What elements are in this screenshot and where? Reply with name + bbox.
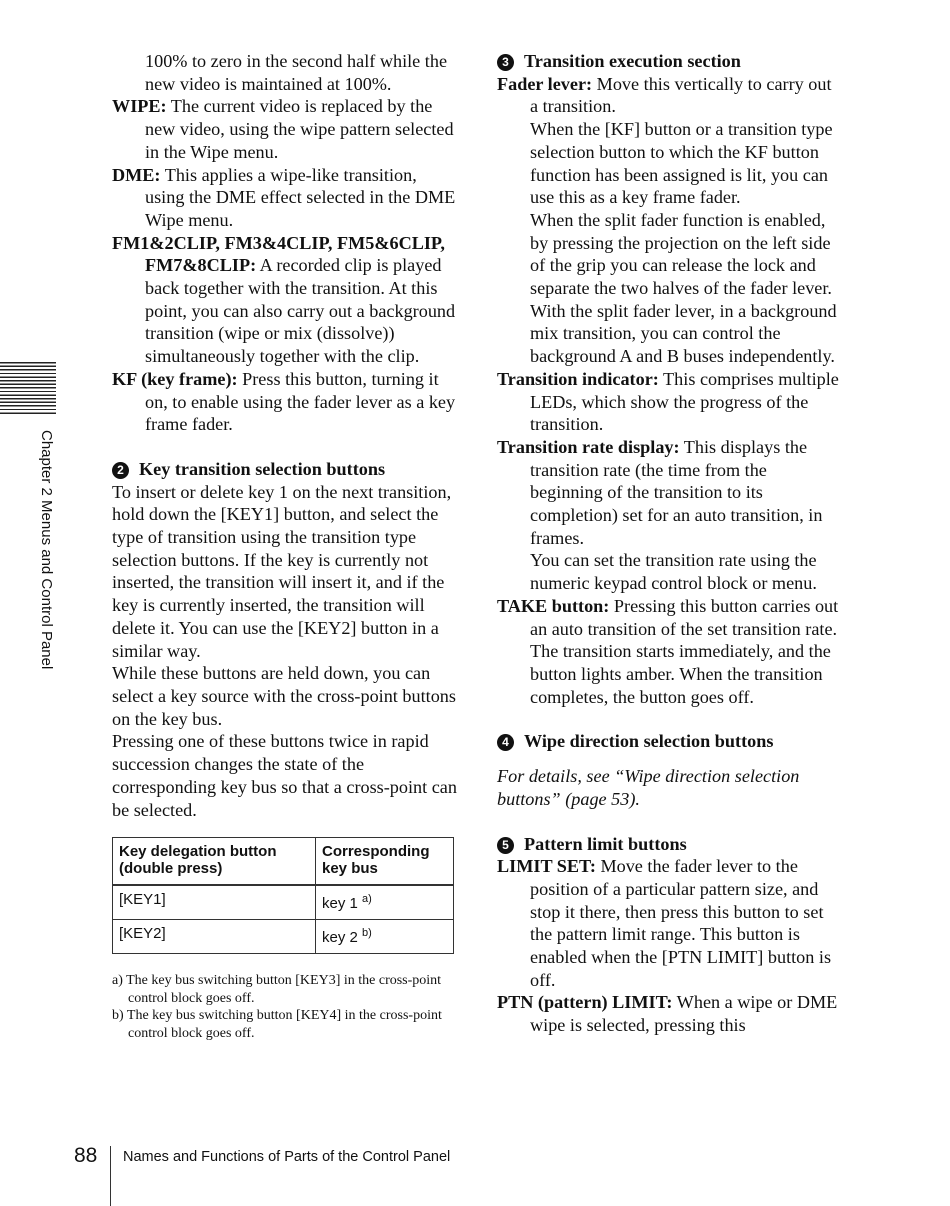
rate-para-2: You can set the transition rate using the numeric keypad control block or menu. xyxy=(530,550,817,594)
number-3-icon: 3 xyxy=(497,54,514,71)
section-3-title: Transition execution section xyxy=(524,51,741,71)
indicator-term: Transition indicator: xyxy=(497,368,659,389)
table-cell-bus xyxy=(316,920,454,954)
table-header-row xyxy=(113,838,454,886)
kf-term: KF (key frame): xyxy=(112,368,238,389)
dme-term: DME: xyxy=(112,164,161,185)
indicator-item xyxy=(497,368,842,436)
kf-item xyxy=(112,368,457,436)
take-item xyxy=(497,595,842,709)
fader-para-2: When the [KF] button or a transition type selection button to which the KF button function has been assigned is lit, you can use this as a key frame fader. xyxy=(530,119,833,208)
footer-divider xyxy=(110,1146,111,1206)
limit-set-term: LIMIT SET: xyxy=(497,856,596,877)
chapter-label: Chapter 2 Menus and Control Panel xyxy=(38,430,55,670)
section-4-title: Wipe direction selection buttons xyxy=(524,731,774,752)
footnote-ref: a) xyxy=(362,893,372,906)
section-2-para-3: Pressing one of these buttons twice in rapid succession changes the state of the corresponding key bus so that a cross-point can be selected. xyxy=(112,731,457,820)
chapter-tab-marker xyxy=(0,362,56,414)
take-text: Pressing this button carries out an auto transition of the set transition rate. The transition starts immediately, and the button lights amber. When the transition completes, the button goes off. xyxy=(530,595,839,707)
wipe-term: WIPE: xyxy=(112,96,167,117)
left-column xyxy=(112,50,457,1042)
table-cell-button: [KEY2] xyxy=(113,920,316,954)
number-5-icon: 5 xyxy=(497,837,514,854)
wipe-item xyxy=(112,95,457,163)
table-notes xyxy=(112,972,457,1042)
fader-term: Fader lever: xyxy=(497,73,593,94)
section-2-title: Key transition selection buttons xyxy=(139,458,386,479)
limit-set-text: Move the fader lever to the position of a particular pattern size, and stop it there, then press this button to set the pattern limit range. This button is enabled when the [PTN LIMIT] button is off. xyxy=(530,856,832,990)
table-cell-bus xyxy=(316,885,454,920)
table-row xyxy=(113,885,454,920)
fader-para-3: When the split fader function is enabled, by pressing the projection on the left side of the grip you can release the lock and separate the two halves of the fader lever. With the split fader lever, in a background mix transition, you can control the background A and B buses independently. xyxy=(530,209,837,367)
ptn-limit-term: PTN (pattern) LIMIT: xyxy=(497,992,673,1013)
rate-term: Transition rate display: xyxy=(497,436,680,457)
section-4-heading xyxy=(497,730,842,753)
fader-item xyxy=(497,73,842,118)
table-note-a: a) The key bus switching button [KEY3] in the cross-point control block goes off. xyxy=(112,973,442,1006)
wipe-text: The current video is replaced by the new video, using the wipe pattern selected in the Wipe menu. xyxy=(145,96,454,162)
fm-clip-text: A recorded clip is played back together with the transition. At this point, you can also carry out a background transition (wipe or mix (dissolve)) simultaneously together with the clip. xyxy=(145,255,456,367)
table-row xyxy=(113,920,454,954)
section-4-reference: For details, see “Wipe direction selection buttons” (page 53). xyxy=(497,766,800,809)
table-header: Key delegation button (double press) xyxy=(113,838,316,886)
table-cell-button: [KEY1] xyxy=(113,885,316,920)
page-number: 88 xyxy=(74,1144,98,1167)
kf-text: Press this button, turning it on, to enable using the fader lever as a key frame fader. xyxy=(145,368,456,435)
fm-clip-term: FM1&2CLIP, FM3&4CLIP, FM5&6CLIP, FM7&8CLIP: xyxy=(112,232,445,276)
dme-item xyxy=(112,164,457,232)
section-3-heading xyxy=(497,50,842,73)
ptn-limit-item xyxy=(497,991,842,1036)
table-note-b: b) The key bus switching button [KEY4] in the cross-point control block goes off. xyxy=(112,1008,442,1041)
footnote-ref: b) xyxy=(362,927,372,940)
fm-clip-item xyxy=(112,232,457,368)
number-4-icon: 4 xyxy=(497,734,514,751)
right-column xyxy=(497,50,842,1037)
section-2-para-1: To insert or delete key 1 on the next transition, hold down the [KEY1] button, and select the type of transition using the transition type selection buttons. If the key is currently not inserted, the transition will insert it, and if the key is currently inserted, the transition will delete it. You can use the [KEY2] button in a similar way. xyxy=(112,481,452,661)
take-term: TAKE button: xyxy=(497,595,610,616)
fader-text: Move this vertically to carry out a transition. xyxy=(530,73,832,117)
ptn-limit-text: When a wipe or DME wipe is selected, pressing this xyxy=(530,992,838,1036)
number-2-icon: 2 xyxy=(112,462,129,479)
dme-text: This applies a wipe-like transition, using the DME effect selected in the DME Wipe menu. xyxy=(145,164,456,230)
bus-label: key 1 xyxy=(322,895,358,913)
limit-set-item xyxy=(497,855,842,991)
section-2-para-2: While these buttons are held down, you can select a key source with the cross-point buttons on the key bus. xyxy=(112,663,456,729)
rate-text: This displays the transition rate (the time from the beginning of the transition to its completion) set for an auto transition, in frames. xyxy=(530,436,823,548)
table-header: Corresponding key bus xyxy=(316,838,454,886)
key-delegation-table xyxy=(112,837,454,954)
section-2-heading xyxy=(112,458,457,481)
mix-continuation: 100% to zero in the second half while the new video is maintained at 100%. xyxy=(145,51,448,94)
bus-label: key 2 xyxy=(322,929,358,947)
section-5-heading xyxy=(497,833,842,856)
section-5-title: Pattern limit buttons xyxy=(524,833,687,854)
indicator-text: This comprises multiple LEDs, which show the progress of the transition. xyxy=(530,368,839,435)
footer-title: Names and Functions of Parts of the Control Panel xyxy=(123,1149,451,1165)
rate-item xyxy=(497,436,842,550)
